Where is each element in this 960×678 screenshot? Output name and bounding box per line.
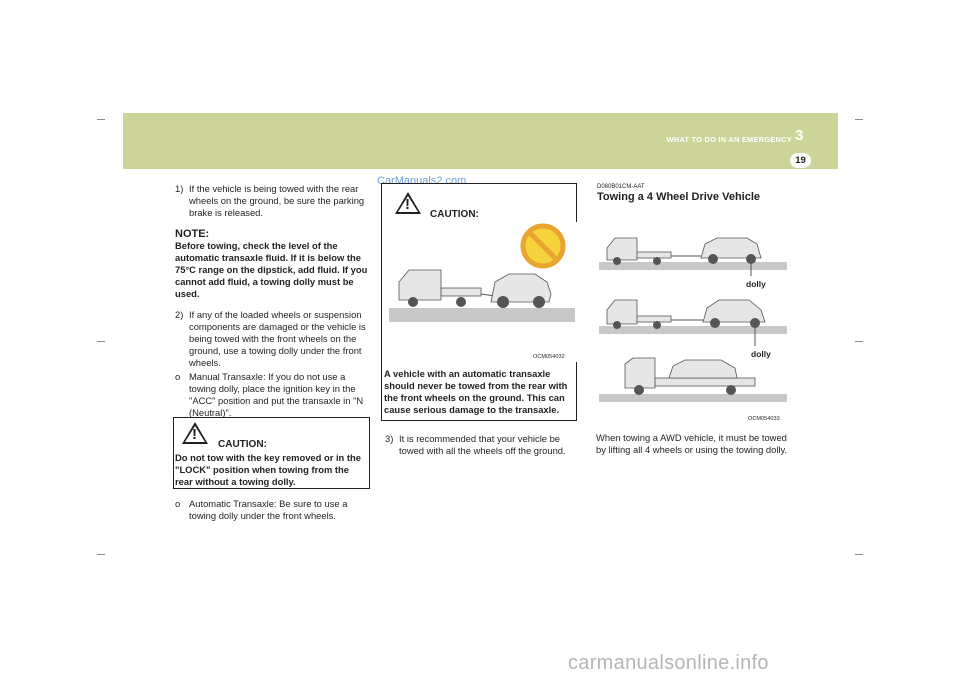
list-item: [175, 183, 368, 219]
list-item: [175, 498, 368, 522]
list-marker: 1): [175, 183, 184, 194]
crop-mark: [855, 119, 863, 120]
dolly-label: dolly: [746, 279, 766, 289]
site-watermark[interactable]: CarManuals2.com: [377, 175, 467, 187]
crop-mark: [855, 341, 863, 342]
dolly-label: dolly: [751, 349, 771, 359]
column-middle-bottom: [385, 433, 575, 459]
caution-text: A vehicle with an automatic transaxle should never be towed from the rear with the front wheels on the ground. This can cause serious damage to the transaxle.: [384, 368, 568, 415]
column-right-body: [596, 432, 791, 456]
list-item: [385, 433, 575, 457]
section-heading: Towing a 4 Wheel Drive Vehicle: [597, 191, 761, 203]
image-code: OCM054032: [533, 354, 565, 360]
caution-text: Do not tow with the key removed or in the "LOCK" position when towing from the rear without a towing dolly.: [175, 452, 361, 487]
list-marker: o: [175, 498, 181, 509]
crop-mark: [97, 119, 105, 120]
list-item-text: It is recommended that your vehicle be towed with all the wheels off the ground.: [399, 433, 566, 456]
list-item: [175, 371, 368, 419]
tow-truck-illustration: [383, 222, 577, 362]
exclamation-icon: !: [405, 196, 410, 213]
reference-code: D080B01CM-AAT: [597, 184, 645, 190]
awd-towing-illustration: [597, 218, 791, 408]
footer-watermark[interactable]: carmanualsonline.info: [568, 652, 769, 674]
caution-box: [173, 417, 370, 489]
list-marker: 2): [175, 309, 184, 320]
body-paragraph: When towing a AWD vehicle, it must be towed by lifting all 4 wheels or using the towing dolly.: [596, 432, 788, 455]
image-code: OCM054033: [748, 416, 780, 422]
section-title: WHAT TO DO IN AN EMERGENCY: [666, 135, 792, 144]
crop-mark: [97, 341, 105, 342]
page-number: 19: [790, 153, 811, 168]
crop-mark: [855, 554, 863, 555]
list-marker: 3): [385, 433, 394, 444]
caution-title: CAUTION:: [218, 439, 267, 450]
caution-title: CAUTION:: [430, 209, 479, 220]
column-left-bottom: [175, 498, 368, 524]
list-item-text: Automatic Transaxle: Be sure to use a towing dolly under the front wheels.: [189, 498, 348, 521]
column-left: [175, 183, 368, 421]
list-item-text: If the vehicle is being towed with the rear wheels on the ground, be sure the parking brake is released.: [189, 183, 365, 218]
note-heading: NOTE:: [175, 228, 210, 240]
caution-box-with-image: [381, 183, 577, 421]
exclamation-icon: !: [192, 426, 197, 443]
crop-mark: [97, 554, 105, 555]
chapter-number: 3: [795, 127, 804, 144]
list-marker: o: [175, 371, 181, 382]
note-body: Before towing, check the level of the automatic transaxle fluid. If it is below the 75°C range on the dipstick, add fluid. If you cannot add fluid, a towing dolly must be used.: [175, 240, 368, 299]
list-item-text: Manual Transaxle: If you do not use a towing dolly, place the ignition key in the "ACC" position and put the transaxle in "N (Neutral)".: [189, 371, 364, 418]
list-item: [175, 309, 368, 369]
list-item-text: If any of the loaded wheels or suspension components are damaged or the vehicle is being towed with the front wheels on the ground, use a towing dolly under the front wheels.: [189, 309, 366, 368]
